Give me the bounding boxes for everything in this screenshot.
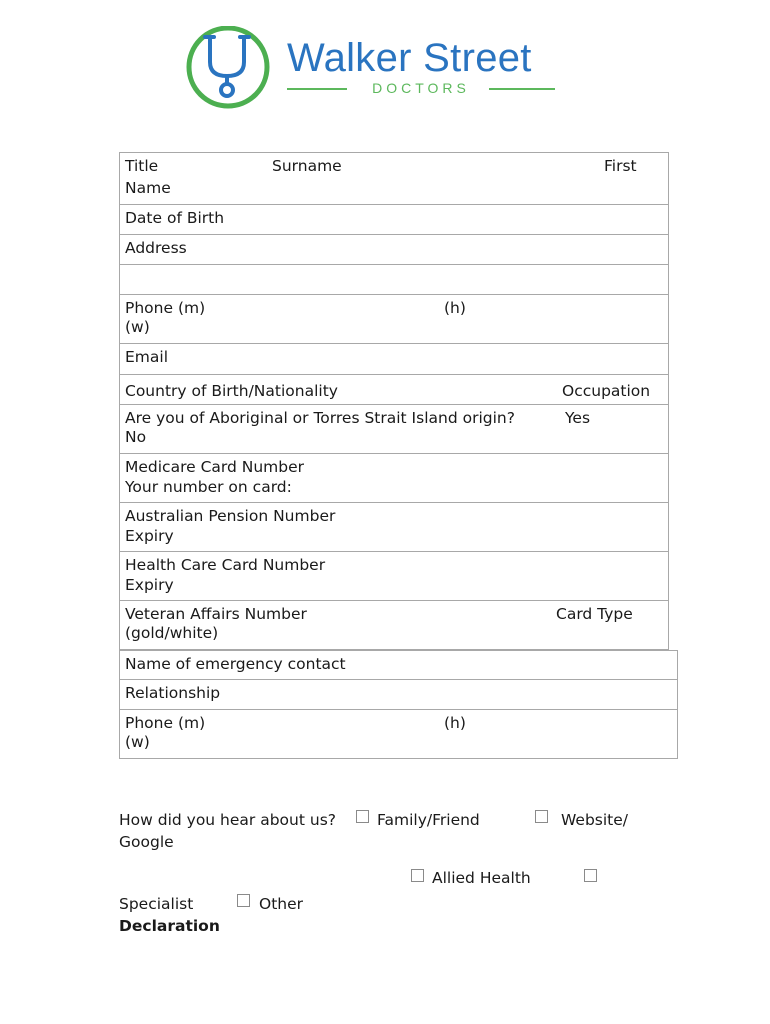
- healthcare-expiry: Expiry: [125, 576, 174, 594]
- brand-subtitle: DOCTORS: [372, 80, 470, 96]
- brand-name: Walker Street: [287, 36, 532, 80]
- pension-expiry: Expiry: [125, 527, 174, 545]
- option-specialist: Specialist: [119, 895, 194, 913]
- healthcare-label: Health Care Card Number: [125, 556, 326, 574]
- veteran-card-options: (gold/white): [125, 624, 219, 642]
- checkbox-other[interactable]: [237, 894, 250, 907]
- dob-label: Date of Birth: [125, 209, 225, 227]
- checkbox-website-google[interactable]: [535, 810, 548, 823]
- emergency-phone-row[interactable]: [119, 710, 678, 759]
- pension-label: Australian Pension Number: [125, 507, 336, 525]
- ec-phone-h-label: (h): [444, 714, 466, 732]
- medicare-number-on-card: Your number on card:: [125, 478, 292, 496]
- healthcare-row[interactable]: [119, 552, 669, 601]
- emergency-name-row[interactable]: [119, 650, 678, 680]
- first-label: First: [604, 157, 637, 175]
- relationship-label: Relationship: [125, 684, 221, 702]
- name-row[interactable]: [119, 152, 669, 205]
- checkbox-allied-health[interactable]: [411, 869, 424, 882]
- brand-subtitle-wrap: [287, 80, 555, 96]
- address-row[interactable]: [119, 235, 669, 265]
- brand-line-right: [489, 88, 555, 90]
- email-label: Email: [125, 348, 169, 366]
- aboriginal-row[interactable]: [119, 405, 669, 454]
- phone-m-label: Phone (m): [125, 299, 206, 317]
- patient-form: [119, 152, 669, 759]
- stethoscope-icon: [183, 26, 275, 110]
- aboriginal-question: Are you of Aboriginal or Torres Strait Island origin?: [125, 409, 515, 427]
- pension-row[interactable]: [119, 503, 669, 552]
- option-family-friend: Family/Friend: [377, 811, 480, 829]
- ec-phone-w-label: (w): [125, 733, 150, 751]
- option-allied-health: Allied Health: [432, 869, 531, 887]
- veteran-card-type: Card Type: [556, 605, 633, 623]
- emergency-name-label: Name of emergency contact: [125, 655, 346, 673]
- surname-label: Surname: [272, 157, 342, 175]
- phone-w-label: (w): [125, 318, 150, 336]
- clinic-logo: [183, 26, 563, 110]
- declaration-heading: Declaration: [119, 917, 220, 935]
- dob-row[interactable]: [119, 205, 669, 235]
- option-website: Website/: [561, 811, 629, 829]
- medicare-row[interactable]: [119, 454, 669, 503]
- ec-phone-m-label: Phone (m): [125, 714, 206, 732]
- name-label: Name: [125, 179, 171, 197]
- hear-question: How did you hear about us?: [119, 811, 336, 829]
- aboriginal-yes: Yes: [565, 409, 591, 427]
- option-google: Google: [119, 833, 174, 851]
- checkbox-family-friend[interactable]: [356, 810, 369, 823]
- address-label: Address: [125, 239, 187, 257]
- veteran-label: Veteran Affairs Number: [125, 605, 307, 623]
- address-row-2[interactable]: [119, 265, 669, 295]
- relationship-row[interactable]: [119, 680, 678, 710]
- country-row[interactable]: [119, 375, 669, 405]
- veteran-row[interactable]: [119, 601, 669, 650]
- medicare-label: Medicare Card Number: [125, 458, 305, 476]
- occupation-label: Occupation: [562, 382, 651, 400]
- checkbox-specialist[interactable]: [584, 869, 597, 882]
- country-label: Country of Birth/Nationality: [125, 382, 338, 400]
- title-label: Title: [125, 157, 159, 175]
- phone-h-label: (h): [444, 299, 466, 317]
- email-row[interactable]: [119, 344, 669, 375]
- aboriginal-no: No: [125, 428, 147, 446]
- phone-row[interactable]: [119, 295, 669, 344]
- option-other: Other: [259, 895, 304, 913]
